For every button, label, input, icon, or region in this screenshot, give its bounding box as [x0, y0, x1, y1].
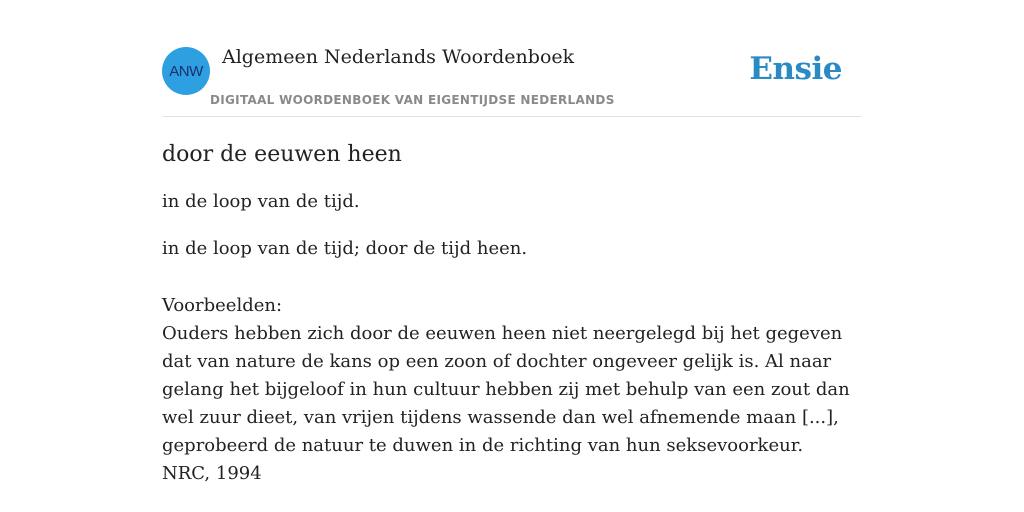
- source-title[interactable]: Algemeen Nederlands Woordenboek: [222, 46, 575, 68]
- logo-text: ANW: [169, 62, 203, 80]
- source-subtitle: DIGITAAL WOORDENBOEK VAN EIGENTIJDSE NEDERLANDS: [210, 93, 615, 107]
- ensie-brand-logo[interactable]: Ensie: [749, 51, 842, 87]
- examples-label: Voorbeelden:: [162, 295, 283, 316]
- definition-short: in de loop van de tijd.: [162, 191, 360, 212]
- examples-block: [162, 292, 872, 488]
- entry-content: [162, 140, 872, 488]
- example-source: NRC, 1994: [162, 463, 262, 484]
- entry-term: door de eeuwen heen: [162, 142, 402, 167]
- example-text: Ouders hebben zich door de eeuwen heen niet neergelegd bij het gegeven dat van nature de kans op een zoon of dochter ongeveer gelijk is. Al naar gelang het bijgeloof in hun cultuur hebben zij met behulp van een zout dan wel zuur dieet, van vrijen tijdens wassende dan wel afnemende maan [...], geprobeerd de natuur te duwen in de richting van hun seksevoorkeur.: [162, 323, 850, 456]
- source-header: [162, 40, 862, 117]
- anw-logo[interactable]: [162, 47, 210, 95]
- definition-long: in de loop van de tijd; door de tijd heen.: [162, 238, 528, 259]
